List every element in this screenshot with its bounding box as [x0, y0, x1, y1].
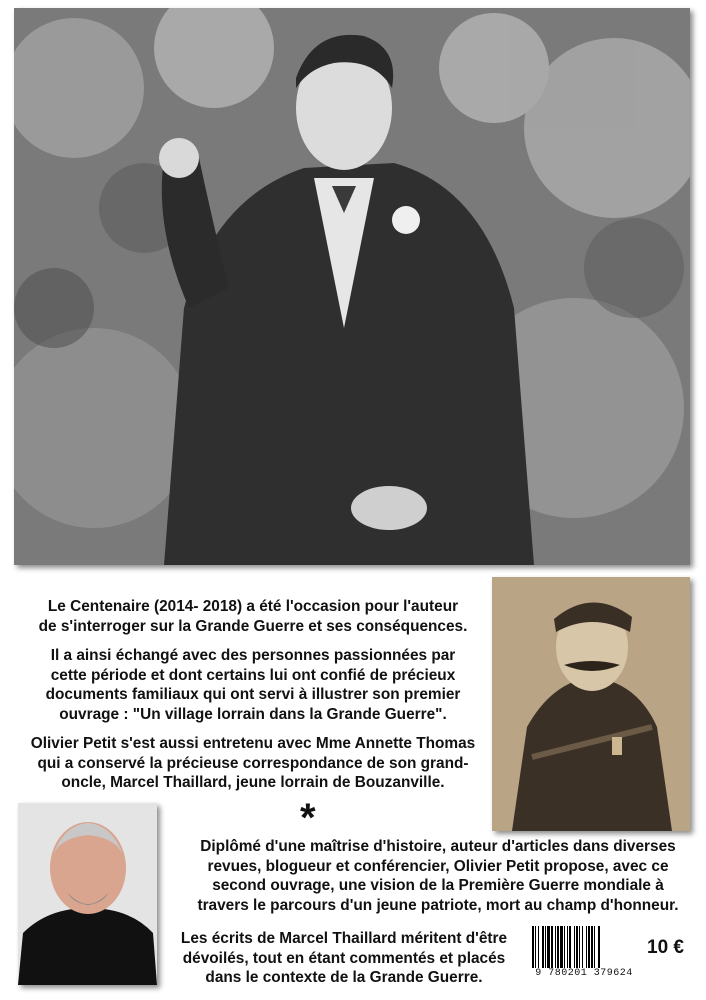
text-line: de s'interroger sur la Grande Guerre et ses conséquences. — [38, 617, 468, 635]
barcode-bar — [598, 926, 600, 970]
barcode-bar — [591, 926, 593, 970]
text-line: dans le contexte de la Grande Guerre. — [205, 969, 483, 987]
text-line: qui a conservé la précieuse correspondance de son grand- — [37, 754, 469, 772]
paragraph-centenaire — [14, 597, 492, 636]
text-line: documents familiaux qui ont servi à illustrer son premier — [45, 686, 461, 704]
text-line: travers le parcours d'un jeune patriote, mort au champ d'honneur. — [197, 896, 679, 914]
soldier-portrait-photo — [492, 577, 690, 831]
barcode-bar — [579, 926, 580, 970]
barcode-bar — [582, 926, 583, 970]
barcode-bar — [551, 926, 553, 970]
barcode-bar — [545, 926, 546, 970]
barcode-bar — [574, 926, 575, 970]
text-line: revues, blogueur et conférencier, Olivier Petit propose, avec ce — [207, 857, 669, 875]
barcode-bar — [555, 926, 556, 970]
text-line: Diplômé d'une maîtrise d'histoire, auteur d'articles dans diverses — [200, 838, 676, 855]
barcode-bar — [569, 926, 571, 970]
isbn-number: 9 780201 379624 — [528, 968, 640, 979]
paragraph-echanges — [14, 646, 492, 724]
text-line: Les écrits de Marcel Thaillard méritent d'être — [180, 930, 508, 947]
barcode-bar — [542, 926, 544, 970]
main-portrait-photo — [14, 8, 690, 565]
text-line: second ouvrage, une vision de la Première Guerre mondiale à — [212, 877, 664, 895]
paragraph-auteur — [170, 837, 706, 915]
text-line: Il a ainsi échangé avec des personnes passionnées par — [50, 647, 456, 664]
barcode-bar — [576, 926, 578, 970]
paragraph-ecrits — [164, 929, 524, 988]
barcode-bar — [557, 926, 559, 970]
text-line: ouvrage : "Un village lorrain dans la Grande Guerre". — [59, 705, 447, 723]
price-label: 10 € — [647, 937, 684, 958]
author-photo — [18, 803, 157, 985]
barcode-bar — [532, 926, 534, 970]
barcode-bar — [588, 926, 590, 970]
barcode-bar — [586, 926, 587, 970]
text-line: Olivier Petit s'est aussi entretenu avec Mme Annette Thomas — [30, 735, 476, 752]
barcode-bar — [535, 926, 536, 970]
text-line: Le Centenaire (2014- 2018) a été l'occasion pour l'auteur — [47, 598, 459, 615]
barcode-bar — [547, 926, 550, 970]
barcode-bar — [560, 926, 563, 970]
barcode-bar — [567, 926, 568, 970]
barcode-bar — [594, 926, 595, 970]
separator-asterisk: * — [300, 796, 316, 840]
text-line: cette période et dont certains lui ont confié de précieux — [50, 666, 456, 684]
barcode-bar — [538, 926, 539, 970]
text-line: dévoilés, tout en étant commentés et placés — [182, 949, 506, 967]
text-line: oncle, Marcel Thaillard, jeune lorrain de Bouzanville. — [61, 774, 445, 792]
barcode-bar — [564, 926, 565, 970]
paragraph-thomas — [14, 734, 492, 793]
